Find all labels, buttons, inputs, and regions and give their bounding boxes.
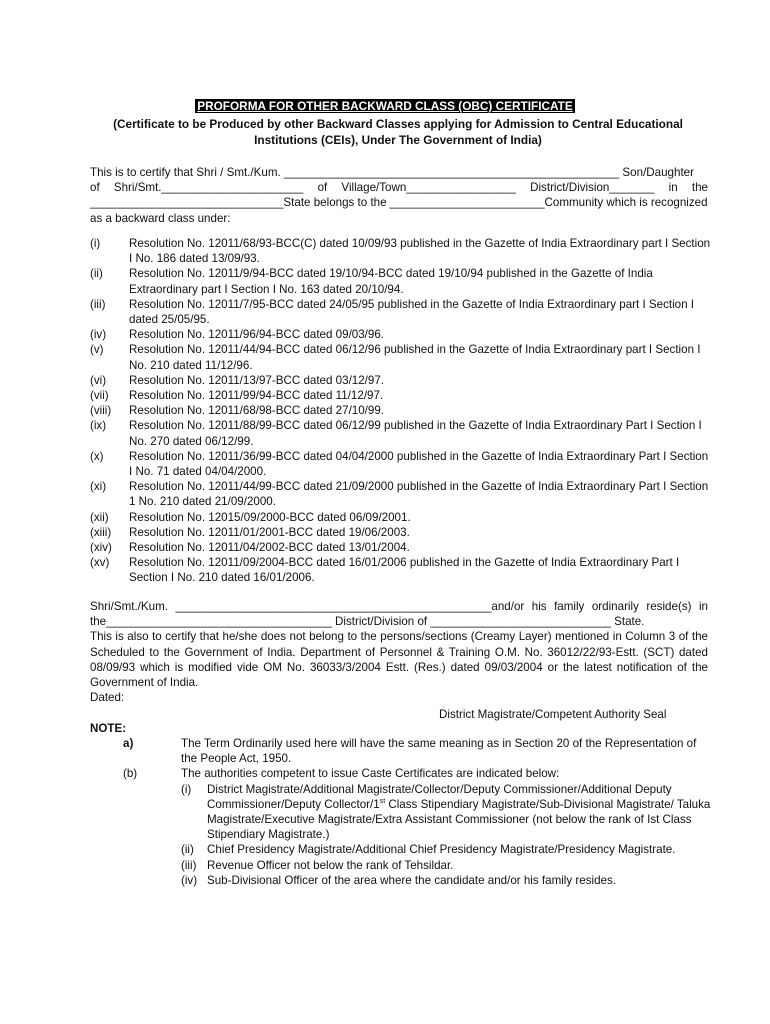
intro-line-3: ______________________________State belongs to the ________________________Community which is recognized [90,196,708,210]
list-item-text: Resolution No. 12011/13/97-BCC dated 03/12/97. [129,373,385,387]
list-item-number: (i) [90,237,101,250]
note-b-text: The authorities competent to issue Caste Certificates are indicated below: [181,767,560,781]
notes-section [90,736,712,888]
note-b-label: (b) [123,767,138,781]
note-a-label: a) [123,737,134,750]
list-item-number: (xiii) [90,525,112,539]
list-item-text: Resolution No. 12011/01/2001-BCC dated 19/06/2003. [129,525,410,539]
list-item-text: Resolution No. 12011/88/99-BCC dated 06/12/99 published in the Gazette of India Extraordinary Part I Section I No. 270 dated 06/12/99. [129,419,702,448]
list-item-number: (vii) [90,389,109,403]
list-item-text: Resolution No. 12011/36/99-BCC dated 04/04/2000 published in the Gazette of India Extraordinary Part I Section I No. 71 dated 04/04/2000. [129,449,709,479]
list-item [90,403,712,418]
list-item-number: (xv) [90,556,110,570]
list-item-number: (iv) [90,328,107,342]
document-title [0,99,770,114]
note-a [90,736,712,766]
creamy-layer-paragraph: This is also to certify that he/she does not belong to the persons/sections (Creamy Layer) mentioned in Column 3 of the Scheduled to the Government of India. Department of Personnel & Training O.M. No. 36012/22/93-Estt. (SCT) dated 08/09/93 which is modified vide OM No. 36033/3/2004 Estt. (Res.) dated 09/03/2004 or the latest notification of the Government of India. [90,630,708,690]
list-item-text: Resolution No. 12011/09/2004-BCC dated 16/01/2006 published in the Gazette of India Extraordinary Part I Section I No. 210 dated 16/01/2006. [129,556,680,585]
list-item-number: (v) [90,343,104,357]
list-item-text: Resolution No. 12011/99/94-BCC dated 11/12/97. [129,389,384,403]
list-item-text: Resolution No. 12011/68/98-BCC dated 27/10/99. [129,404,385,418]
list-item [90,525,712,540]
certification-intro [90,165,708,226]
residence-and-creamy-layer [90,599,708,690]
authority-item [181,842,712,857]
list-item-number: (vi) [90,373,107,387]
authority-number: (iv) [181,873,198,887]
intro-line-2: of Shri/Smt.______________________ of Village/Town_________________ District/Division_______ in the [90,181,708,195]
list-item [90,266,712,296]
document-subtitle: (Certificate to be Produced by other Backward Classes applying for Admission to Central Educational Institutions (CEIs), Under The Government of India) [113,117,683,147]
authority-text-part: Class Stipendiary Magistrate/Sub-Divisional Magistrate/ Taluka Magistrate/Executive Magistrate/Extra Assistant Commissioner (not below the rank of Ist Class Stipendiary Magistrate.) [207,797,711,842]
note-a-text: The Term Ordinarily used here will have the same meaning as in Section 20 of the Representation of the People Act, 1950. [181,737,697,766]
authority-text [207,782,712,843]
list-item-text: Resolution No. 12011/9/94-BCC dated 19/10/94-BCC dated 19/10/94 published in the Gazette of India Extraordinary part I Section I No. 163 dated 20/10/94. [129,267,653,296]
list-item-text: Resolution No. 12015/09/2000-BCC dated 06/09/2001. [129,510,411,524]
residence-paragraph: Shri/Smt./Kum. _________________________________________________and/or his family ordinarily reside(s) in the___________________________________ District/Division of ____________________________ State. [90,600,708,629]
intro-line-4: as a backward class under: [90,211,231,225]
list-item-number: (ii) [90,267,103,281]
note-b [90,766,712,781]
list-item-number: (iii) [90,297,106,311]
authority-text: Chief Presidency Magistrate/Additional Chief Presidency Magistrate/Presidency Magistrate. [207,843,676,857]
list-item-number: (viii) [90,404,112,418]
authority-text-part: District Magistrate/Additional Magistrate/Collector/Deputy Commissioner/Additional Deputy Commissioner/Deputy Collector/1 [207,782,672,811]
authority-item [181,782,712,843]
list-item-number: (ix) [90,419,107,433]
list-item-number: (xii) [90,510,109,524]
title-text: PROFORMA FOR OTHER BACKWARD CLASS (OBC) CERTIFICATE [197,99,573,113]
list-item-number: (xi) [90,480,107,494]
list-item [90,236,712,266]
list-item [90,540,712,555]
intro-line-1: This is to certify that Shri / Smt./Kum. ____________________________________________________ Son/Daughter [90,166,694,179]
list-item [90,297,712,327]
list-item-number: (xiv) [90,541,112,555]
list-item [90,342,712,372]
note-heading: NOTE: [90,722,127,735]
list-item [90,510,712,525]
list-item-text: Resolution No. 12011/44/94-BCC dated 06/12/96 published in the Gazette of India Extraordinary part I Section I No. 210 dated 11/12/96. [129,343,701,372]
list-item-text: Resolution No. 12011/04/2002-BCC dated 13/01/2004. [129,541,410,555]
list-item [90,555,712,585]
authority-number: (ii) [181,843,194,857]
list-item-text: Resolution No. 12011/96/94-BCC dated 09/03/96. [129,328,385,342]
authority-text: Sub-Divisional Officer of the area where the candidate and/or his family resides. [207,873,616,887]
dated-label: Dated: [90,691,125,704]
list-item-text: Resolution No. 12011/68/93-BCC(C) dated 10/09/93 published in the Gazette of India Extraordinary part I Section I No. 186 dated 13/09/93. [129,237,711,266]
list-item [90,327,712,342]
authority-number: (i) [181,782,192,796]
list-item [90,418,712,448]
ordinal-suffix: st [379,797,386,805]
resolution-list [90,236,712,586]
list-item-number: (x) [90,449,104,463]
list-item [90,449,712,479]
authority-number: (iii) [181,858,197,872]
authority-seal-label: District Magistrate/Competent Authority Seal [439,708,667,721]
authority-text: Revenue Officer not below the rank of Tehsildar. [207,858,454,872]
authority-item [181,858,712,873]
list-item [90,373,712,388]
list-item-text: Resolution No. 12011/7/95-BCC dated 24/05/95 published in the Gazette of India Extraordinary part I Section I dated 25/05/95. [129,297,695,327]
authority-item [181,873,712,888]
list-item [90,388,712,403]
list-item-text: Resolution No. 12011/44/99-BCC dated 21/09/2000 published in the Gazette of India Extraordinary Part I Section 1 No. 210 dated 21/09/2000. [129,480,709,509]
list-item [90,479,712,509]
